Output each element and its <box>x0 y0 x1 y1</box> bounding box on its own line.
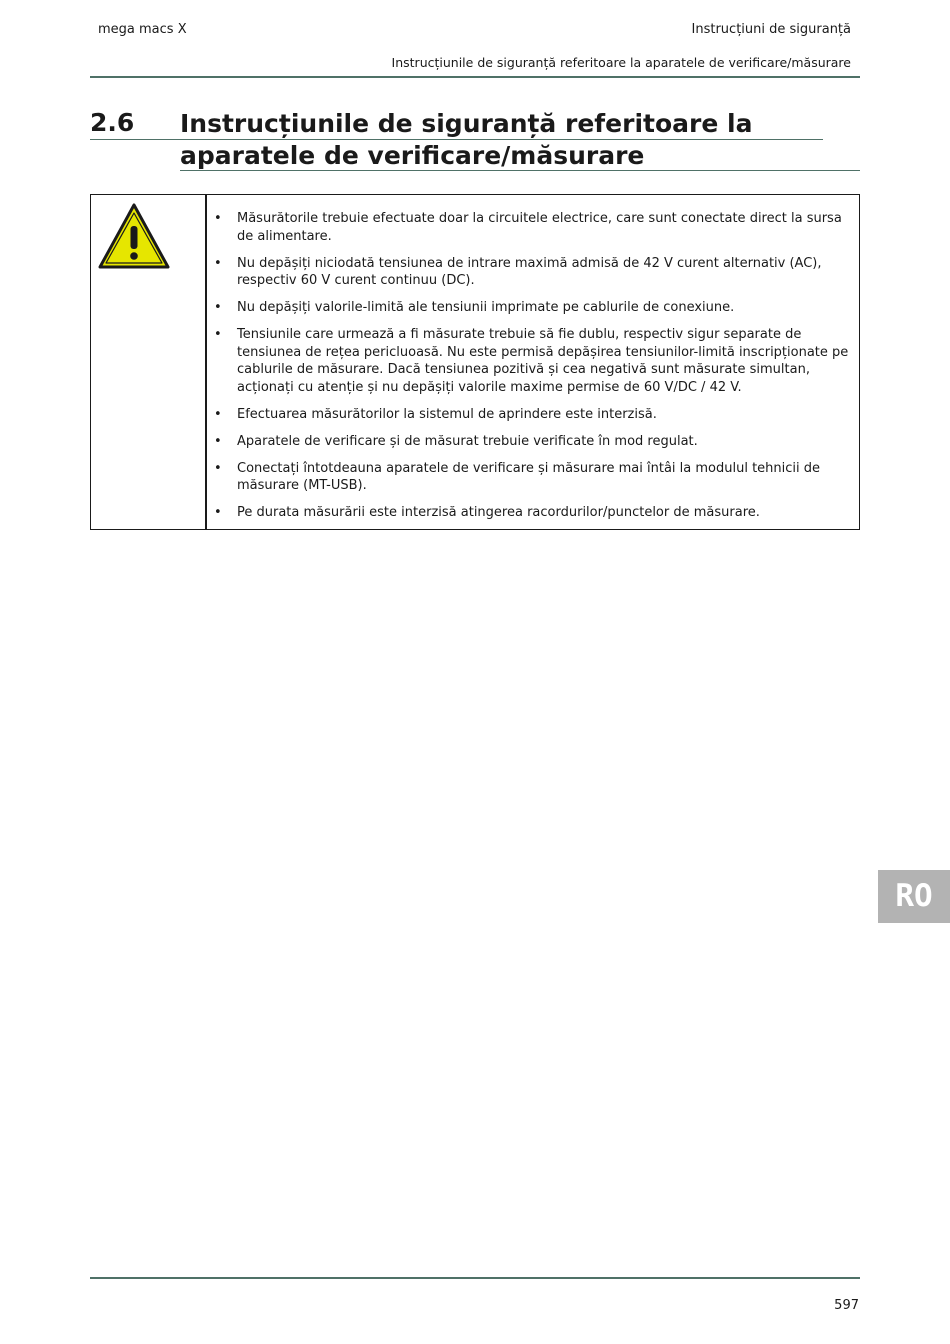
exclamation-bar <box>131 226 138 249</box>
language-tab: RO <box>878 870 950 923</box>
warning-item: • Conectați întotdeauna aparatele de verificare și măsurare mai întâi la modulul tehnicii de măsurare (MT-USB). <box>213 460 851 495</box>
header-rule <box>90 76 860 78</box>
warning-item: • Măsurătorile trebuie efectuate doar la circuitele electrice, care sunt conectate direct la sursa de alimentare. <box>213 210 851 245</box>
section-title: Instrucțiunile de siguranță referitoare la aparatele de verificare/măsurare <box>180 109 753 170</box>
warning-list <box>213 210 851 531</box>
warning-item: • Pe durata măsurării este interzisă atingerea racordurilor/punctelor de măsurare. <box>213 504 851 522</box>
warning-item: • Efectuarea măsurătorilor la sistemul de aprindere este interzisă. <box>213 406 851 424</box>
warning-item: • Nu depășiți valorile-limită ale tensiunii imprimate pe cablurile de conexiune. <box>213 299 851 317</box>
warning-item: • Nu depășiți niciodată tensiunea de intrare maximă admisă de 42 V curent alternativ (AC), respectiv 60 V curent continuu (DC). <box>213 255 851 290</box>
footer-rule <box>90 1277 860 1279</box>
exclamation-dot <box>130 252 138 260</box>
running-header-left: mega macs X <box>98 22 187 37</box>
warning-item: • Tensiunile care urmează a fi măsurate trebuie să fie dublu, respectiv sigur separate de tensiunea de rețea pericluoasă. Nu este permisă depășirea tensiunilor-limită inscripționate pe cablurile de măsurare. Dacă tensiunea pozitivă și cea negativă sunt măsurate simultan, acționați cu atenție și nu depășiți valorile maxime permise de 60 V/DC / 42 V. <box>213 326 851 396</box>
warning-box-divider <box>205 194 207 530</box>
running-header-right: Instrucțiuni de siguranță <box>691 22 851 37</box>
running-header-subtitle: Instrucțiunile de siguranță referitoare la aparatele de verificare/măsurare <box>391 55 851 70</box>
page-number: 597 <box>834 1298 859 1313</box>
warning-triangle-icon <box>97 202 171 270</box>
section-title-underline-2 <box>180 170 860 171</box>
section-number: 2.6 <box>90 108 135 137</box>
section-title-underline-1 <box>90 139 823 140</box>
warning-item: • Aparatele de verificare și de măsurat trebuie verificate în mod regulat. <box>213 433 851 451</box>
